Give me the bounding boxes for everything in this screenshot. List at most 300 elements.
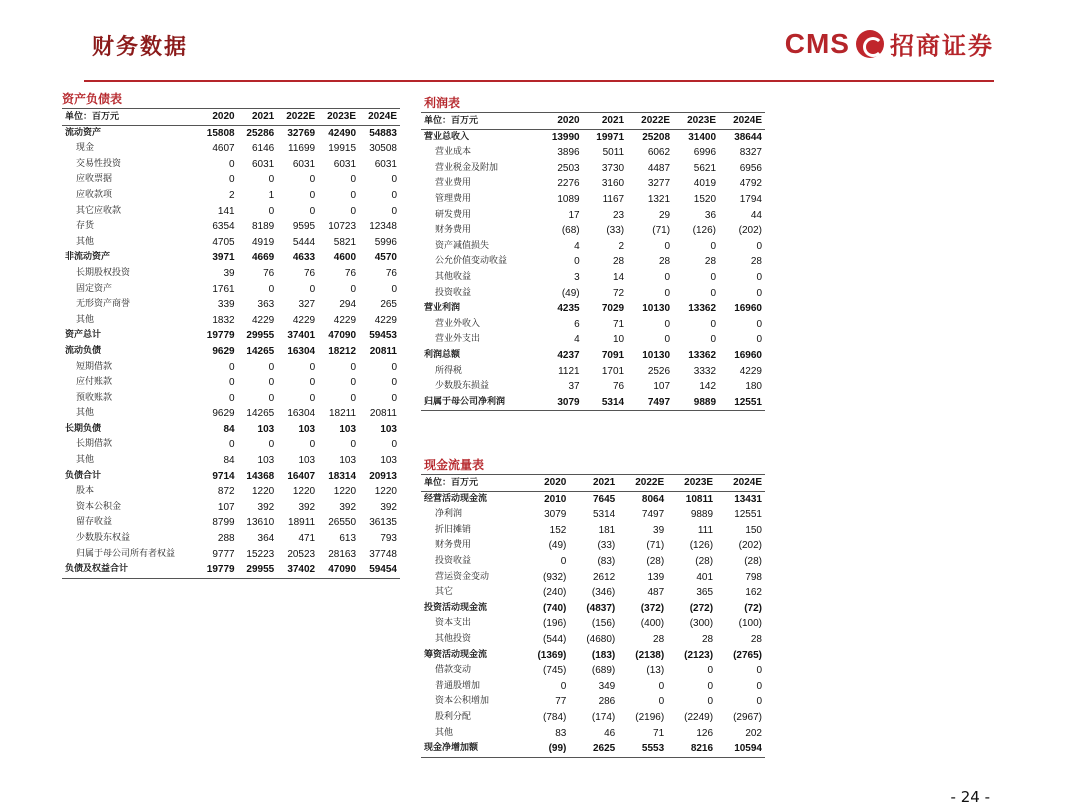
- table-row: [62, 250, 400, 266]
- table-row: [421, 523, 765, 539]
- row-label: 流动资产: [65, 127, 102, 138]
- table-row: [421, 741, 765, 757]
- cell-value: 103: [380, 423, 397, 435]
- cell-value: 0: [309, 439, 316, 451]
- cell-value: 2: [618, 240, 625, 252]
- cell-value: 0: [350, 205, 357, 217]
- cell-value: 0: [268, 377, 275, 389]
- row-label: 归属于母公司所有者权益: [76, 548, 176, 559]
- cell-value: 6031: [333, 158, 357, 170]
- cell-value: (1369): [537, 649, 567, 661]
- cell-value: 83: [555, 727, 567, 739]
- cell-value: 4570: [374, 252, 397, 264]
- row-label: 资产总计: [65, 330, 102, 341]
- cell-value: 0: [707, 665, 714, 677]
- row-label: 经营活动现金流: [424, 493, 488, 504]
- row-label: 资产减值损失: [435, 240, 490, 251]
- table-row: [62, 188, 400, 204]
- cell-value: 181: [598, 524, 616, 536]
- cell-value: (202): [738, 225, 762, 237]
- cell-value: 0: [350, 189, 357, 201]
- cell-value: 6062: [647, 147, 671, 159]
- cell-value: 872: [217, 486, 235, 498]
- cell-value: 3: [574, 271, 580, 283]
- table-row: [421, 317, 765, 333]
- table-row: [62, 422, 400, 438]
- table-row: [62, 453, 400, 469]
- cell-value: 4792: [739, 178, 762, 190]
- cell-value: 0: [574, 256, 580, 268]
- cell-value: 286: [598, 696, 616, 708]
- cell-value: 76: [263, 267, 275, 279]
- row-label: 存货: [76, 221, 95, 232]
- cell-value: (240): [543, 587, 567, 599]
- balance-title: 资产负债表: [62, 92, 123, 106]
- cell-value: 3160: [601, 178, 625, 190]
- row-label: 营业税金及附加: [435, 162, 499, 173]
- cell-value: 5996: [374, 236, 397, 248]
- table-row: [62, 500, 400, 516]
- cell-value: (346): [591, 587, 616, 599]
- cell-value: 0: [268, 174, 275, 186]
- cell-value: 103: [298, 455, 316, 467]
- row-label: 其他: [76, 455, 95, 466]
- cell-value: (689): [591, 665, 616, 677]
- row-label: 财务费用: [435, 540, 472, 551]
- cell-value: 0: [350, 283, 357, 295]
- cell-value: (71): [652, 225, 671, 237]
- cell-value: 14265: [246, 408, 275, 420]
- cell-value: 487: [647, 587, 665, 599]
- cell-value: 9889: [690, 509, 714, 521]
- cell-value: 0: [756, 680, 762, 692]
- row-label: 其他: [76, 314, 95, 325]
- cell-value: 13362: [688, 349, 717, 361]
- cell-value: (28): [744, 555, 762, 567]
- cell-value: 0: [229, 439, 235, 451]
- cell-value: 28: [701, 633, 714, 645]
- row-label: 营业成本: [435, 147, 472, 158]
- table-row: [62, 266, 400, 282]
- cell-value: 11699: [288, 143, 316, 155]
- cell-value: 18212: [328, 345, 357, 357]
- cell-value: (544): [543, 633, 567, 645]
- row-label: 折旧摊销: [435, 524, 472, 535]
- cell-value: 4235: [557, 303, 580, 315]
- page-number: - 24 -: [950, 788, 990, 806]
- cell-value: 4633: [292, 252, 316, 264]
- cell-value: 29955: [238, 562, 278, 578]
- cell-value: 20523: [287, 548, 316, 560]
- row-label: 留存收益: [76, 517, 113, 528]
- table-row: [62, 141, 400, 157]
- cell-value: (4680): [586, 633, 616, 645]
- cell-value: 9595: [292, 221, 316, 233]
- cell-value: 0: [268, 205, 275, 217]
- row-label: 公允价值变动收益: [435, 256, 508, 267]
- row-label: 交易性投资: [76, 158, 122, 169]
- table-row: [421, 145, 765, 161]
- cell-value: 84: [223, 423, 235, 435]
- cell-value: 0: [658, 696, 665, 708]
- cell-value: 5011: [602, 147, 625, 159]
- cell-value: 5314: [593, 509, 616, 521]
- cell-value: 0: [710, 318, 717, 330]
- table-row: [421, 710, 765, 726]
- cell-value: 4229: [292, 314, 316, 326]
- cell-value: 0: [309, 361, 316, 373]
- cell-value: 4: [574, 240, 580, 252]
- cell-value: 2612: [593, 571, 616, 583]
- cell-value: 4607: [212, 143, 235, 155]
- cell-value: 2: [229, 189, 235, 201]
- row-label: 预收账款: [76, 392, 113, 403]
- row-label: 现金: [76, 143, 95, 154]
- cell-value: 4229: [739, 365, 762, 377]
- cell-value: 0: [229, 361, 235, 373]
- cell-value: 9714: [212, 470, 235, 482]
- table-row: [421, 364, 765, 380]
- cell-value: 392: [298, 501, 316, 513]
- cell-value: (99): [520, 741, 569, 757]
- cell-value: 10811: [685, 493, 714, 505]
- cell-value: 1: [268, 189, 275, 201]
- cell-value: (372): [640, 602, 665, 614]
- cell-value: 10130: [642, 349, 671, 361]
- table-row: [62, 344, 400, 360]
- cell-value: (83): [597, 555, 616, 567]
- cell-value: 9777: [212, 548, 235, 560]
- cell-value: 10723: [328, 221, 357, 233]
- cell-value: (2765): [733, 649, 762, 661]
- table-row: [421, 648, 765, 664]
- column-header: 2024E: [716, 475, 765, 492]
- cell-value: 0: [350, 174, 357, 186]
- cell-value: 76: [344, 267, 357, 279]
- table-row: [62, 406, 400, 422]
- cell-value: (272): [689, 602, 714, 614]
- cell-value: 392: [257, 501, 275, 513]
- cell-value: 0: [268, 361, 275, 373]
- row-label: 其他: [76, 408, 95, 419]
- cell-value: 5553: [618, 741, 667, 757]
- cell-value: 37: [568, 381, 580, 393]
- column-header: 2022E: [618, 475, 667, 492]
- column-header: 2021: [238, 109, 278, 126]
- column-header: 2021: [569, 475, 618, 492]
- table-row: [62, 172, 400, 188]
- cell-value: (745): [543, 665, 567, 677]
- cell-value: 0: [710, 287, 717, 299]
- cell-value: (33): [597, 540, 616, 552]
- cell-value: 29: [658, 209, 671, 221]
- cell-value: 294: [339, 299, 357, 311]
- cell-value: 7497: [627, 395, 673, 411]
- cell-value: 0: [756, 696, 762, 708]
- cell-value: 141: [217, 205, 235, 217]
- table-row: [62, 562, 400, 578]
- cell-value: 8189: [251, 221, 275, 233]
- cell-value: 32769: [287, 127, 316, 139]
- brand-logo: [785, 26, 994, 61]
- cell-value: 0: [309, 392, 316, 404]
- table-row: [421, 616, 765, 632]
- table-header: [421, 113, 765, 130]
- cell-value: 0: [268, 392, 275, 404]
- row-label: 净利润: [435, 509, 463, 520]
- cell-value: 28: [750, 256, 762, 268]
- cell-value: 1520: [693, 193, 717, 205]
- cell-value: 0: [560, 555, 567, 567]
- cell-value: 25286: [246, 127, 275, 139]
- cell-value: (2138): [635, 649, 665, 661]
- table-row: [62, 297, 400, 313]
- cell-value: 20811: [369, 345, 397, 357]
- cell-value: 103: [339, 423, 357, 435]
- cell-value: 4669: [251, 252, 275, 264]
- cell-value: (13): [646, 665, 665, 677]
- cell-value: 1121: [558, 365, 580, 377]
- cell-value: (72): [744, 602, 762, 614]
- cell-value: 4487: [647, 162, 671, 174]
- cell-value: 0: [229, 158, 235, 170]
- column-header: 2022E: [627, 113, 673, 130]
- cell-value: 76: [385, 267, 397, 279]
- row-label: 营业总收入: [424, 131, 470, 142]
- cell-value: 77: [555, 696, 567, 708]
- row-label: 归属于母公司净利润: [421, 395, 538, 411]
- cell-value: 13990: [551, 131, 580, 143]
- table-row: [421, 301, 765, 317]
- cell-value: 0: [391, 377, 397, 389]
- cell-value: 364: [257, 533, 275, 545]
- row-label: 研发费用: [435, 209, 472, 220]
- cell-value: 12348: [369, 221, 397, 233]
- row-label: 负债合计: [65, 470, 102, 481]
- cell-value: 36: [704, 209, 717, 221]
- cell-value: 363: [257, 299, 275, 311]
- cell-value: 14368: [246, 470, 275, 482]
- cell-value: 288: [217, 533, 235, 545]
- row-label: 流动负债: [65, 345, 102, 356]
- row-label: 现金净增加额: [421, 741, 520, 757]
- cell-value: 1220: [374, 486, 397, 498]
- table-row: [62, 391, 400, 407]
- cell-value: 8799: [212, 517, 235, 529]
- cell-value: 59454: [359, 562, 400, 578]
- cell-value: 28: [750, 633, 762, 645]
- table-row: [421, 538, 765, 554]
- cell-value: (126): [689, 540, 714, 552]
- cell-value: 6996: [693, 147, 717, 159]
- cell-value: 0: [391, 174, 397, 186]
- cell-value: 0: [664, 334, 671, 346]
- column-header: 2023E: [667, 475, 716, 492]
- table-row: [421, 254, 765, 270]
- cell-value: (2196): [635, 711, 665, 723]
- row-label: 其它应收款: [76, 205, 122, 216]
- cell-value: 54883: [369, 127, 397, 139]
- cell-value: 327: [298, 299, 316, 311]
- table-row: [421, 585, 765, 601]
- cell-value: 0: [391, 189, 397, 201]
- logo-text: CMS: [784, 27, 850, 59]
- table-row: [62, 547, 400, 563]
- row-label: 无形资产商誉: [76, 299, 131, 310]
- table-row: [421, 208, 765, 224]
- cell-value: 0: [756, 318, 762, 330]
- cell-value: 7497: [641, 509, 665, 521]
- cell-value: 9629: [212, 408, 235, 420]
- cell-value: 103: [380, 455, 397, 467]
- row-label: 其他收益: [435, 271, 472, 282]
- cell-value: 103: [298, 423, 316, 435]
- cell-value: 16960: [734, 349, 762, 361]
- cell-value: 3730: [601, 162, 625, 174]
- cell-value: 0: [309, 283, 316, 295]
- cell-value: 13431: [734, 493, 762, 505]
- cell-value: 23: [612, 209, 625, 221]
- cell-value: 3332: [693, 365, 717, 377]
- page-title: 财务数据: [92, 34, 189, 60]
- cell-value: (300): [689, 618, 714, 630]
- cell-value: 15808: [206, 127, 235, 139]
- cell-value: 0: [664, 271, 671, 283]
- cell-value: 5821: [333, 236, 357, 248]
- cell-value: 139: [647, 571, 665, 583]
- cell-value: 4019: [693, 178, 717, 190]
- cell-value: 3896: [557, 147, 580, 159]
- row-label: 筹资活动现金流: [424, 649, 488, 660]
- row-label: 利润总额: [424, 349, 461, 360]
- row-label: 固定资产: [76, 283, 113, 294]
- table-row: [62, 282, 400, 298]
- cell-value: 39: [223, 267, 235, 279]
- cell-value: (202): [738, 540, 762, 552]
- cell-value: 39: [653, 524, 665, 536]
- cell-value: 36135: [369, 517, 397, 529]
- cell-value: 30508: [369, 143, 397, 155]
- column-header: 2020: [520, 475, 569, 492]
- cell-value: 17: [568, 209, 580, 221]
- cell-value: 28: [658, 256, 671, 268]
- table-row: [421, 632, 765, 648]
- cell-value: 19915: [328, 143, 357, 155]
- cell-value: 0: [350, 392, 357, 404]
- cell-value: 0: [710, 271, 717, 283]
- table-row: [62, 328, 400, 344]
- cell-value: 0: [268, 439, 275, 451]
- table-row: [421, 663, 765, 679]
- row-label: 投资收益: [435, 555, 472, 566]
- cell-value: 25208: [642, 131, 671, 143]
- table-row: [421, 239, 765, 255]
- cell-value: (932): [543, 571, 567, 583]
- cell-value: 202: [745, 727, 762, 739]
- row-label: 投资活动现金流: [424, 602, 488, 613]
- cell-value: 4: [574, 334, 580, 346]
- row-label: 非流动资产: [65, 252, 111, 263]
- row-label: 应付账款: [76, 377, 113, 388]
- cell-value: 1794: [739, 193, 762, 205]
- table-row: [421, 379, 765, 395]
- row-label: 少数股东损益: [435, 381, 490, 392]
- balance-sheet-table: [62, 108, 400, 579]
- cell-value: 15223: [246, 548, 275, 560]
- cell-value: 0: [710, 334, 717, 346]
- cell-value: 3079: [544, 509, 567, 521]
- cell-value: 0: [756, 287, 762, 299]
- cell-value: 18314: [328, 470, 357, 482]
- cell-value: 5314: [583, 395, 627, 411]
- table-row: [421, 129, 765, 145]
- row-label: 股利分配: [435, 711, 472, 722]
- cell-value: 13362: [688, 303, 717, 315]
- cell-value: 1701: [601, 365, 625, 377]
- cell-value: (196): [543, 618, 567, 630]
- cell-value: 72: [612, 287, 625, 299]
- cell-value: 71: [612, 318, 625, 330]
- cell-value: 0: [391, 392, 397, 404]
- cell-value: 9629: [212, 345, 235, 357]
- row-label: 负债及权益合计: [62, 562, 198, 578]
- cell-value: (4837): [586, 602, 616, 614]
- table-row: [421, 570, 765, 586]
- table-row: [62, 515, 400, 531]
- cell-value: 6956: [739, 162, 762, 174]
- cell-value: 46: [604, 727, 616, 739]
- cell-value: 0: [309, 377, 316, 389]
- cell-value: 142: [699, 381, 717, 393]
- cell-value: 180: [745, 381, 762, 393]
- cell-value: 0: [268, 283, 275, 295]
- cell-value: 0: [756, 240, 762, 252]
- cell-value: 0: [391, 205, 397, 217]
- cell-value: 20811: [369, 408, 397, 420]
- row-label: 应收款项: [76, 189, 113, 200]
- table-row: [421, 161, 765, 177]
- cell-value: 392: [339, 501, 357, 513]
- cell-value: 1832: [212, 314, 235, 326]
- column-header: 2024E: [719, 113, 765, 130]
- cell-value: 6031: [292, 158, 316, 170]
- cell-value: 471: [298, 533, 316, 545]
- cell-value: 4705: [212, 236, 235, 248]
- cell-value: 10594: [716, 741, 765, 757]
- row-label: 营业外收入: [435, 318, 481, 329]
- row-label: 营业利润: [424, 303, 461, 314]
- cell-value: 12551: [734, 509, 762, 521]
- cell-value: 19779: [198, 562, 238, 578]
- cell-value: 18211: [328, 408, 357, 420]
- logo-cn-text: 招商证券: [890, 31, 994, 60]
- cell-value: 339: [217, 299, 235, 311]
- cell-value: 103: [339, 455, 357, 467]
- table-row: [421, 176, 765, 192]
- table-row: [62, 125, 400, 141]
- cell-value: (2249): [684, 711, 714, 723]
- cell-value: 37402: [277, 562, 318, 578]
- cell-value: 4237: [557, 349, 580, 361]
- unit-label: 单位：百万元: [421, 113, 538, 130]
- table-row: [421, 601, 765, 617]
- cell-value: 6031: [374, 158, 397, 170]
- cell-value: (71): [646, 540, 665, 552]
- cell-value: 28: [704, 256, 717, 268]
- row-label: 营运资金变动: [435, 571, 490, 582]
- row-label: 借款变动: [435, 665, 472, 676]
- table-header: [421, 475, 765, 492]
